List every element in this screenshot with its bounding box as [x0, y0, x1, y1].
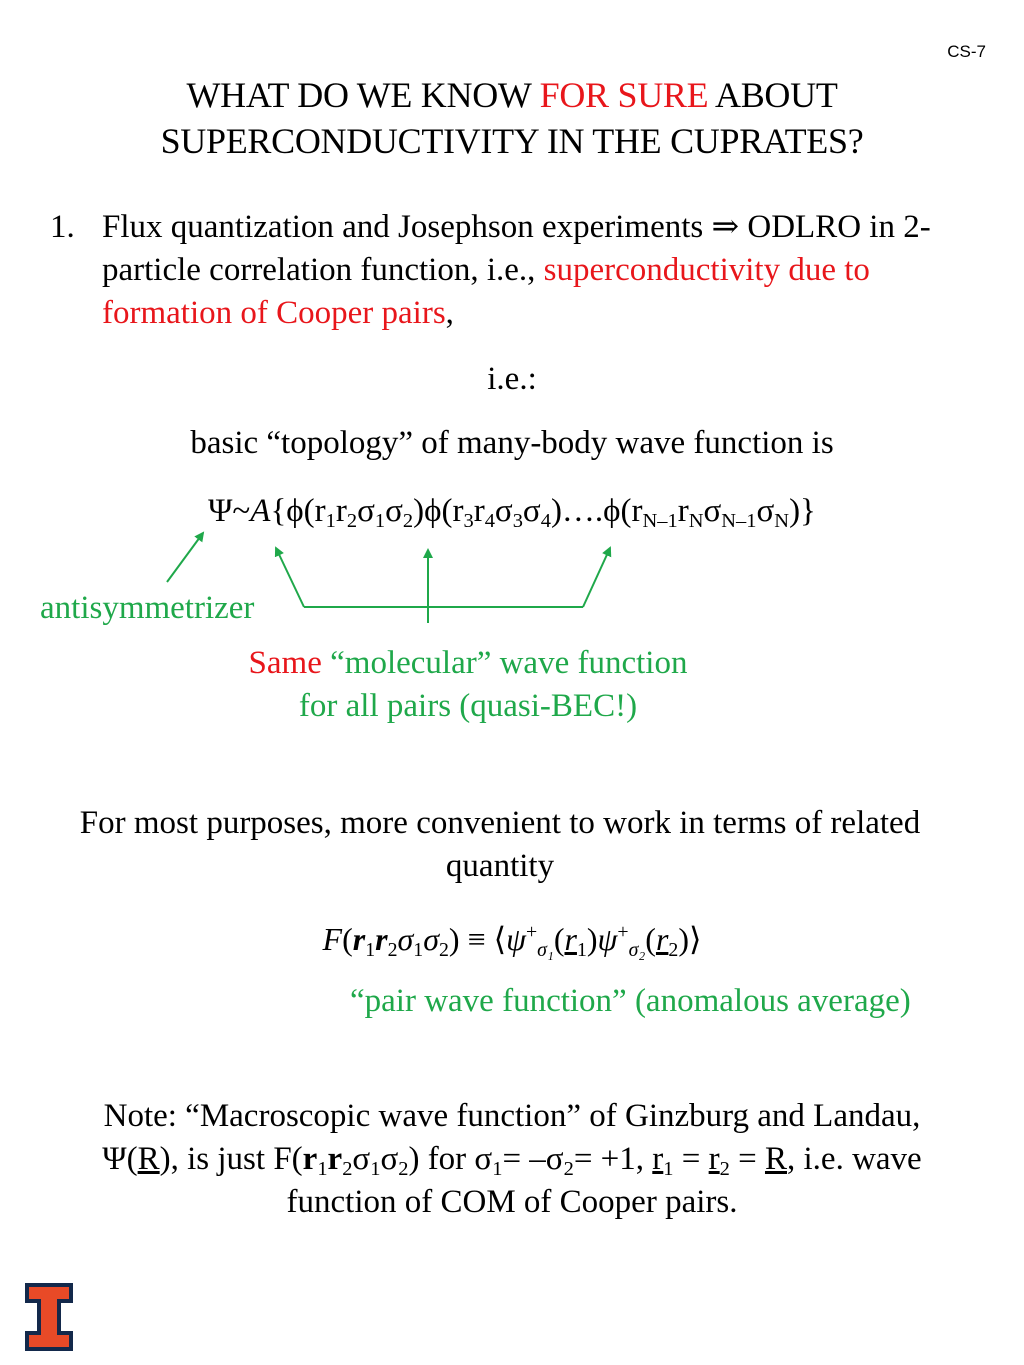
formula-part: σ	[385, 493, 403, 529]
formula-part: 2	[346, 510, 358, 533]
formula-part: r	[352, 921, 366, 957]
formula-part: 2	[438, 938, 449, 961]
note-text: “molecular” wave function	[321, 645, 688, 681]
formula-part: σ	[357, 493, 375, 529]
note-part: ), is just F(	[159, 1141, 303, 1177]
note-line-2: for all pairs (quasi-BEC!)	[298, 688, 638, 724]
formula-part: 2	[668, 938, 679, 961]
note-line-1: Note: “Macroscopic wave function” of Ginzburg and Landau,	[103, 1098, 921, 1134]
note-part: 1	[370, 1158, 381, 1181]
formula-part: +	[525, 921, 538, 944]
formula-part: N–1	[721, 510, 757, 533]
same-word: Same	[248, 645, 322, 681]
note-part: ) for σ	[408, 1141, 493, 1177]
formula-part: N	[688, 510, 704, 533]
formula-part: )⟩	[678, 921, 702, 957]
note-part: 2	[719, 1158, 730, 1181]
formula-part: σ	[522, 493, 541, 529]
formula-part: σ₂	[628, 938, 646, 961]
formula-part: 4	[540, 510, 551, 533]
antisymmetrizer-label: antisymmetrizer	[40, 590, 255, 626]
formula-part: )}	[789, 493, 816, 529]
formula-part: r	[375, 921, 388, 957]
formula-part: F	[322, 921, 343, 957]
pair-function-formula	[0, 918, 1024, 961]
note-part: σ	[352, 1141, 371, 1177]
note-part: σ	[380, 1141, 399, 1177]
formula-part: )ϕ(r	[413, 493, 464, 529]
title-text: WHAT DO WE KNOW	[186, 75, 540, 115]
note-part: Ψ(	[102, 1141, 138, 1177]
formula-part: 1	[325, 510, 336, 533]
note-part: 1	[663, 1158, 674, 1181]
formula-part: ψ	[506, 921, 526, 957]
note-part: r	[302, 1141, 318, 1177]
formula-part: 1	[365, 938, 376, 961]
ie-label: i.e.:	[487, 361, 537, 397]
formula-part: 1	[413, 938, 424, 961]
title-line-2: SUPERCONDUCTIVITY IN THE CUPRATES?	[160, 121, 864, 161]
point-text: ,	[445, 295, 454, 331]
formula-part: 1	[374, 510, 386, 533]
formula-part: 3	[512, 510, 523, 533]
note-part: r	[652, 1141, 664, 1177]
formula-part: σ	[494, 493, 513, 529]
note-part: = +1,	[573, 1141, 653, 1177]
formula-part: Ψ~	[208, 493, 251, 529]
formula-part: ψ	[597, 921, 618, 957]
title-highlight: FOR SURE	[539, 75, 709, 115]
formula-part: ) ≡ ⟨	[448, 921, 507, 957]
formula-part: r	[335, 493, 347, 529]
formula-part: 3	[463, 510, 474, 533]
formula-part: N–1	[642, 510, 678, 533]
antisymmetrizer-symbol: A	[250, 493, 271, 529]
formula-part: )….ϕ(r	[550, 493, 643, 529]
formula-part: 4	[484, 510, 495, 533]
formula-part: r	[655, 921, 669, 957]
formula-part: r	[677, 493, 689, 529]
formula-part: r	[564, 921, 577, 957]
illinois-block-i-icon	[24, 1282, 74, 1352]
note-part: =	[729, 1141, 765, 1177]
pair-arrow-left	[276, 548, 304, 607]
related-line-1: For most purposes, more convenient to work in terms of related	[79, 805, 921, 841]
note-part: 2	[342, 1158, 353, 1181]
formula-part: σ	[397, 921, 414, 957]
point-highlight: superconductivity due to formation of Cooper pairs	[102, 252, 870, 331]
note-part: =	[673, 1141, 709, 1177]
formula-part: {ϕ(r	[270, 493, 326, 529]
pair-wavefunction-caption: “pair wave function” (anomalous average)	[350, 983, 911, 1019]
note-part: , i.e. wave	[787, 1141, 922, 1177]
formula-part: 2	[387, 938, 398, 961]
same-wavefunction-note	[0, 642, 980, 728]
antisymmetrizer-arrow	[167, 533, 203, 582]
related-line-2: quantity	[445, 848, 555, 884]
note-line-1	[0, 642, 980, 685]
formula-part: σ	[703, 493, 722, 529]
formula-part: 1	[576, 938, 587, 961]
list-number: 1.	[50, 209, 75, 245]
note-part: r	[327, 1141, 343, 1177]
related-quantity-text	[0, 802, 1012, 888]
note-part: 1	[317, 1158, 328, 1181]
formula-part: σ₁	[537, 938, 554, 961]
formula-part: (	[553, 921, 565, 957]
formula-part: (	[342, 921, 353, 957]
formula-part: 2	[402, 510, 414, 533]
title-text: ABOUT	[708, 75, 838, 115]
slide-number: CS-7	[947, 42, 986, 61]
formula-part: N	[774, 510, 790, 533]
formula-part: )	[586, 921, 598, 957]
note-line-2	[0, 1138, 1024, 1181]
note-part: R	[764, 1141, 787, 1177]
note-part: 2	[398, 1158, 409, 1181]
formula-part: (	[645, 921, 656, 957]
pair-arrow-right	[583, 548, 610, 607]
topology-line: basic “topology” of many-body wave function is	[190, 425, 834, 461]
note-part: = –σ	[502, 1141, 564, 1177]
formula-part: σ	[756, 493, 775, 529]
point-text: Flux quantization and Josephson experiments ⇒ ODLRO in 2-particle correlation function, i.e.,	[102, 209, 931, 288]
note-part: R	[137, 1141, 160, 1177]
note-part: 2	[563, 1158, 574, 1181]
note-part: 1	[492, 1158, 503, 1181]
formula-part: +	[617, 921, 629, 944]
formula-part: σ	[423, 921, 439, 957]
note-block	[0, 1095, 1024, 1224]
note-part: r	[708, 1141, 720, 1177]
formula-part: r	[473, 493, 485, 529]
note-line-3: function of COM of Cooper pairs.	[286, 1184, 738, 1220]
